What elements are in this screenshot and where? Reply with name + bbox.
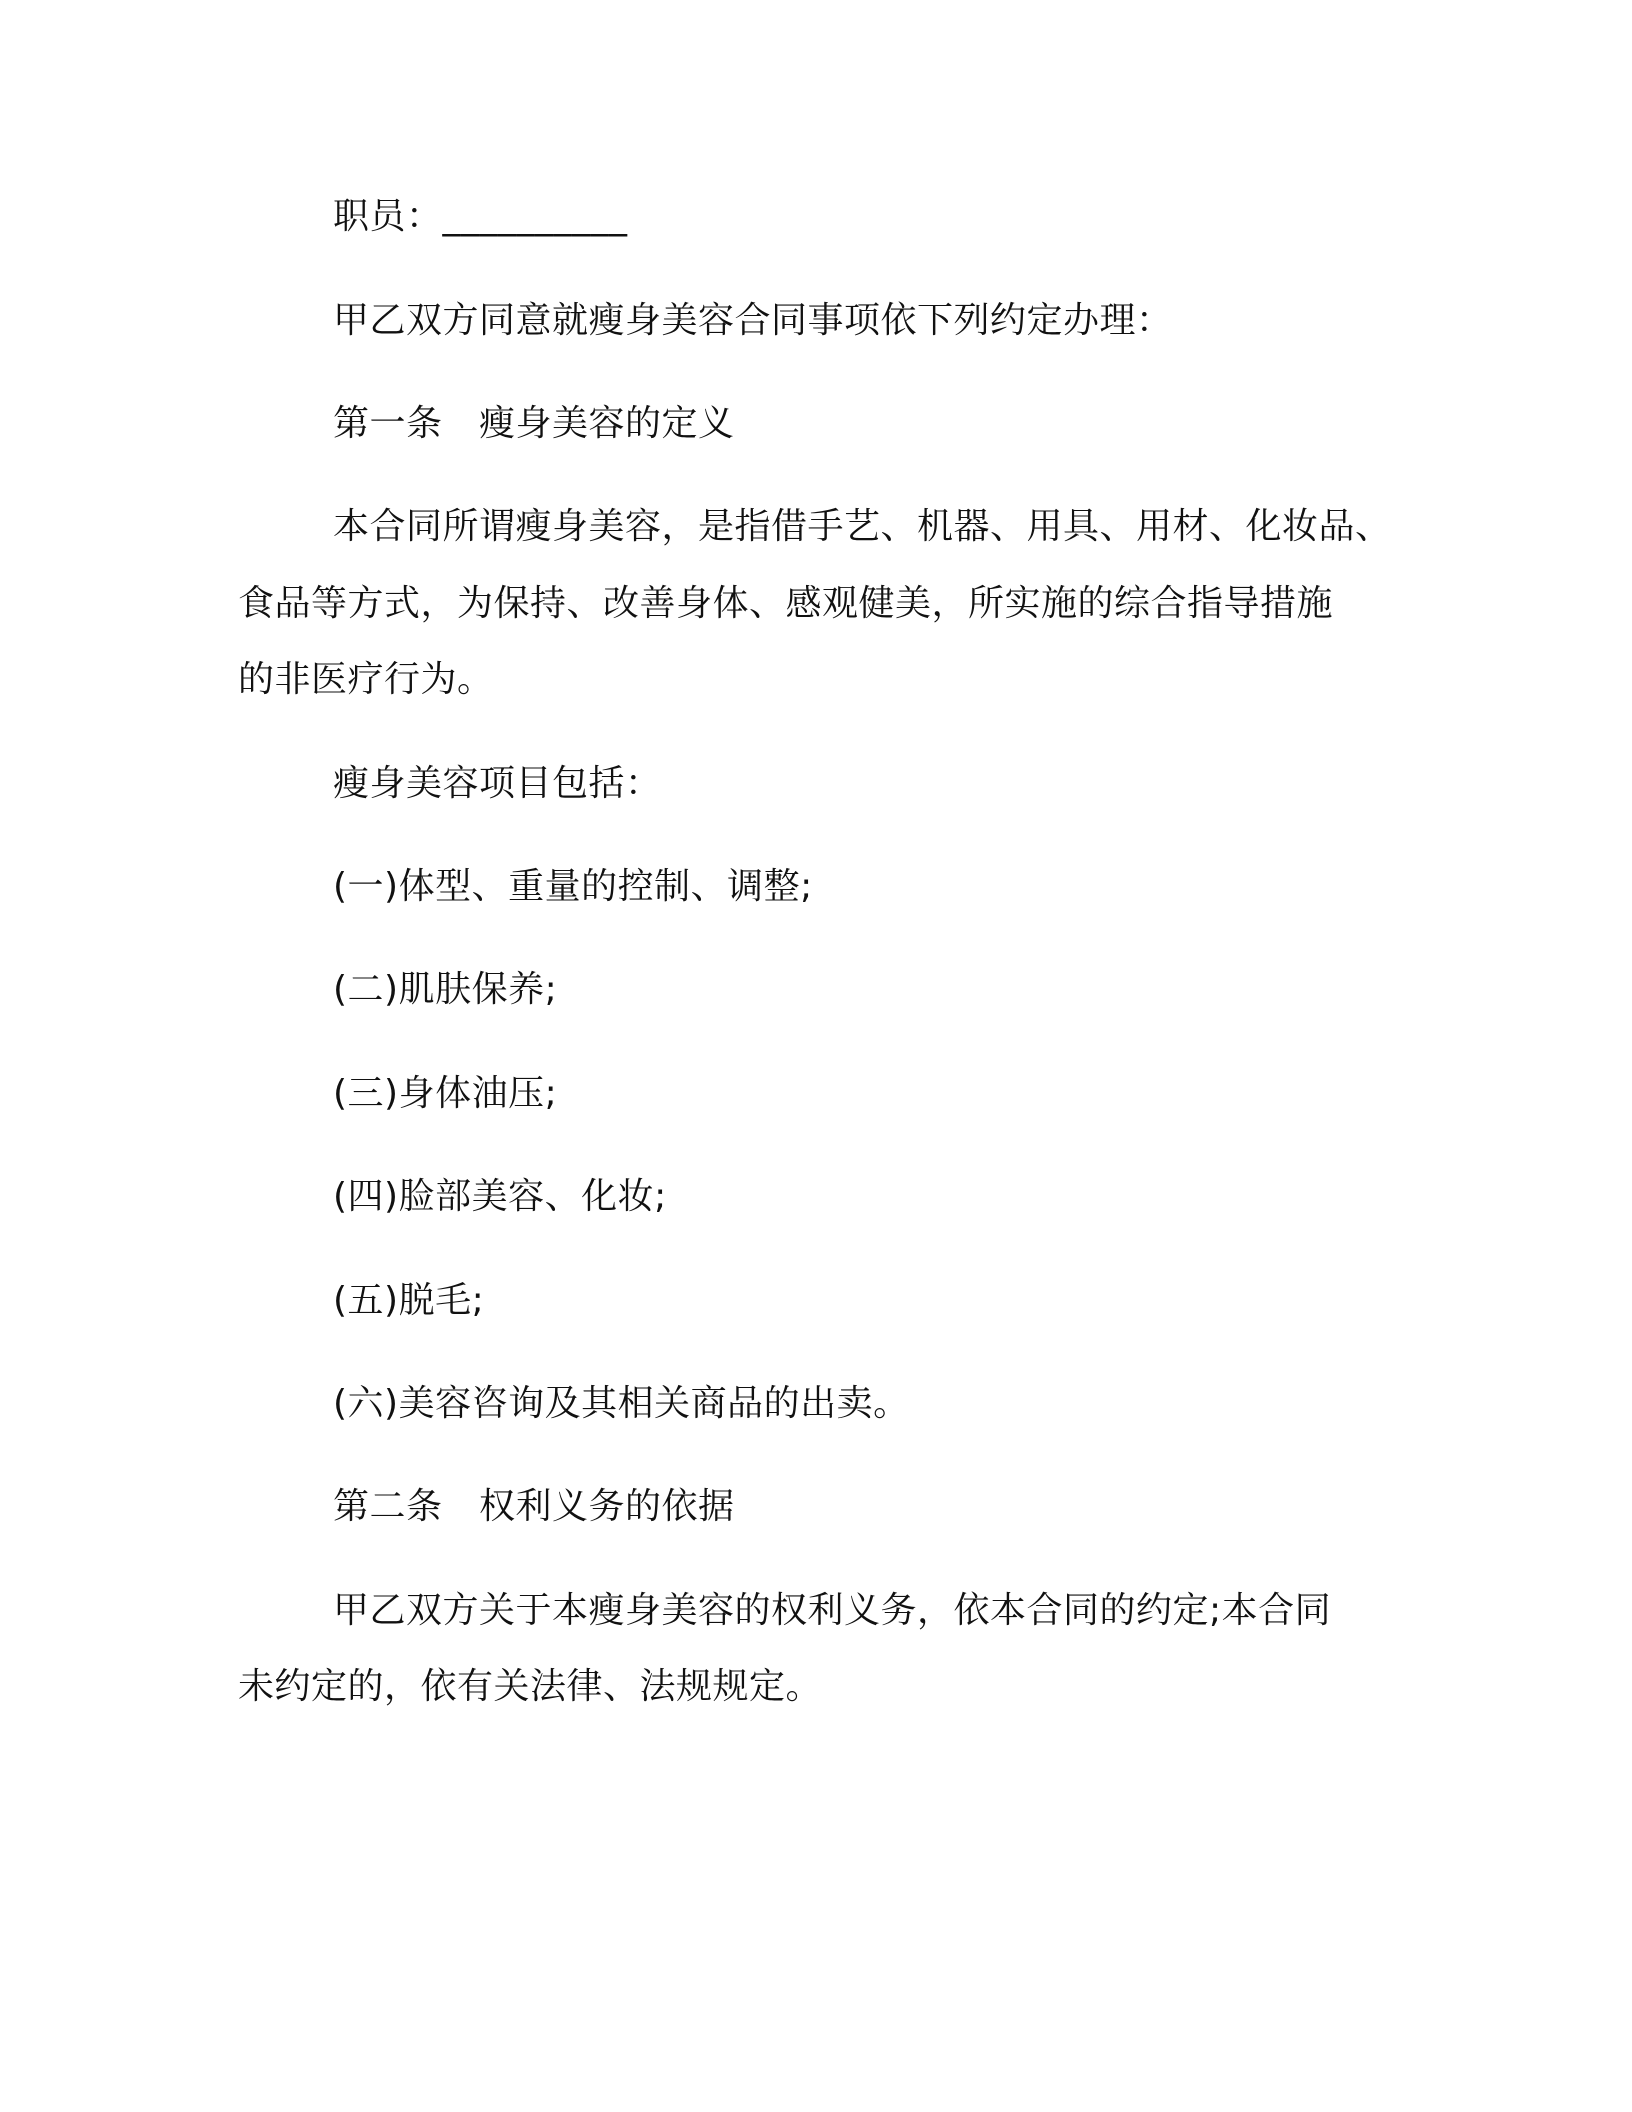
list-item: (三)身体油压; <box>333 1073 558 1114</box>
article-2-paragraph-line-2: 未约定的，依有关法律、法规规定。 <box>238 1666 823 1707</box>
article-2-heading: 第二条 权利义务的依据 <box>333 1486 735 1527</box>
list-item: (四)脸部美容、化妆; <box>333 1176 667 1217</box>
intro-paragraph: 甲乙双方同意就瘦身美容合同事项依下列约定办理： <box>333 300 1173 341</box>
list-item: (二)肌肤保养; <box>333 969 558 1010</box>
list-item: (六)美容咨询及其相关商品的出卖。 <box>333 1383 910 1424</box>
staff-line: 职员：__________ <box>333 196 628 237</box>
article-1-paragraph-line-2: 食品等方式，为保持、改善身体、感观健美，所实施的综合指导措施 <box>238 583 1334 624</box>
article-2-paragraph-line-1: 甲乙双方关于本瘦身美容的权利义务，依本合同的约定;本合同 <box>333 1590 1332 1631</box>
items-intro: 瘦身美容项目包括： <box>333 763 662 804</box>
article-1-paragraph-line-1: 本合同所谓瘦身美容，是指借手艺、机器、用具、用材、化妆品、 <box>333 506 1392 547</box>
article-1-heading: 第一条 瘦身美容的定义 <box>333 403 735 444</box>
list-item: (一)体型、重量的控制、调整; <box>333 866 813 907</box>
article-1-paragraph-line-3: 的非医疗行为。 <box>238 659 494 700</box>
list-item: (五)脱毛; <box>333 1280 485 1321</box>
